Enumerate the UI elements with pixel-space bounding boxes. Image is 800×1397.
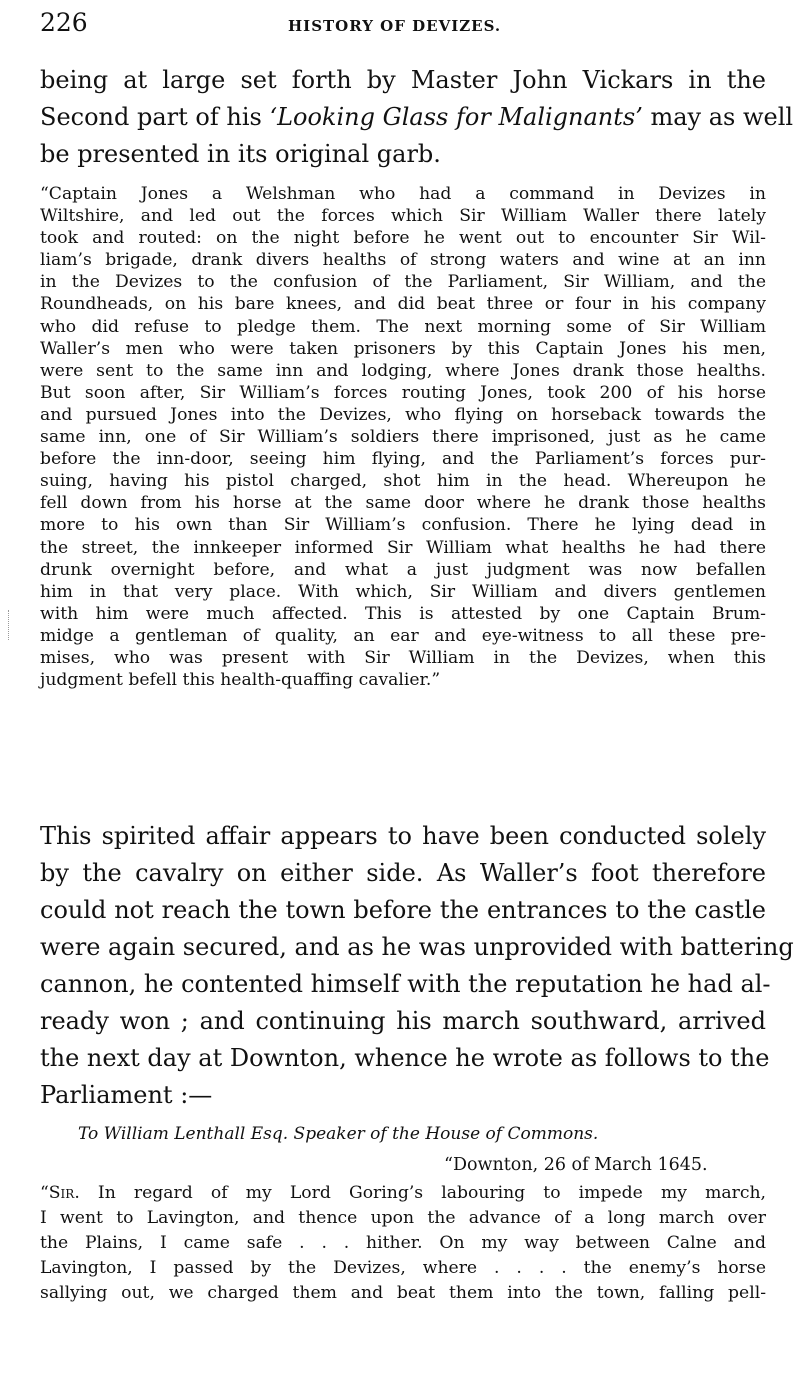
text-line: I went to Lavington, and thence upon the advance of a long march over [40, 1208, 766, 1228]
letter-body [40, 1181, 766, 1306]
quoted-passage [40, 183, 766, 691]
text-line: But soon after, Sir William’s forces routing Jones, took 200 of his horse [40, 382, 766, 403]
text-line: by the cavalry on either side. As Waller’s foot therefore [40, 859, 766, 887]
text-line: mises, who was present with Sir William in the Devizes, when this [40, 647, 766, 668]
text-line: “Captain Jones a Welshman who had a command in Devizes in [40, 184, 766, 204]
text-span: Second part of his [40, 103, 270, 131]
text-line: Wiltshire, and led out the forces which Sir William Waller there lately [40, 206, 766, 227]
text-line: before the inn-door, seeing him flying, and the Parliament’s forces pur- [40, 449, 766, 470]
text-line: This spirited affair appears to have been conducted solely [40, 822, 766, 850]
salutation: “Sir. [40, 1183, 80, 1203]
text-line [40, 1181, 766, 1206]
text-line: with him were much affected. This is attested by one Captain Brum- [40, 603, 766, 624]
text-line: sallying out, we charged them and beat them into the town, falling pell- [40, 1283, 766, 1303]
text-line: in the Devizes to the confusion of the Parliament, Sir William, and the [40, 272, 766, 293]
text-line: Lavington, I passed by the Devizes, where . . . . the enemy’s horse [40, 1258, 766, 1278]
narrative-paragraph [40, 818, 794, 1114]
text-line: be presented in its original garb. [40, 140, 441, 168]
text-line: fell down from his horse at the same door where he drank those healths [40, 493, 766, 514]
text-line: were again secured, and as he was unprovided with battering [40, 933, 794, 961]
text-line: Waller’s men who were taken prisoners by this Captain Jones his men, [40, 338, 766, 359]
text-line: judgment befell this health-quaffing cavalier.” [40, 670, 441, 691]
text-line: suing, having his pistol charged, shot him in the head. Whereupon he [40, 471, 766, 492]
margin-mark [8, 610, 13, 640]
running-title: HISTORY OF DEVIZES. [288, 17, 502, 35]
text-line: could not reach the town before the entrances to the castle [40, 896, 766, 924]
text-line: Parliament :— [40, 1081, 213, 1109]
text-line: midge a gentleman of quality, an ear and eye-witness to all these pre- [40, 625, 766, 646]
text-line: who did refuse to pledge them. The next morning some of Sir William [40, 316, 766, 337]
text-line: more to his own than Sir William’s confusion. There he lying dead in [40, 515, 766, 536]
page-number: 226 [40, 8, 88, 37]
text-line: the Plains, I came safe . . . hither. On my way between Calne and [40, 1233, 766, 1253]
page-header [40, 8, 760, 44]
text-line: being at large set forth by Master John Vickars in the [40, 66, 766, 94]
text-line: and pursued Jones into the Devizes, who flying on horseback towards the [40, 404, 766, 425]
text-line: ready won ; and continuing his march southward, arrived [40, 1007, 766, 1035]
letter-heading: To William Lenthall Esq. Speaker of the House of Commons. [78, 1124, 599, 1144]
text-line: took and routed: on the night before he went out to encounter Sir Wil- [40, 228, 766, 249]
letter-dateline: “Downton, 26 of March 1645. [444, 1155, 708, 1175]
text-span: may as well [642, 103, 794, 131]
text-line [40, 99, 794, 136]
text-line: same inn, one of Sir William’s soldiers there imprisoned, just as he came [40, 427, 766, 448]
text-line: drunk overnight before, and what a just judgment was now befallen [40, 559, 766, 580]
text-span: In regard of my Lord Goring’s labouring to impede my march, [79, 1183, 766, 1203]
text-line: cannon, he contented himself with the reputation he had al- [40, 970, 771, 998]
text-line: Roundheads, on his bare knees, and did beat three or four in his company [40, 294, 766, 315]
text-line: him in that very place. With which, Sir William and divers gentlemen [40, 581, 766, 602]
text-line: the street, the innkeeper informed Sir William what healths he had there [40, 537, 766, 558]
book-title: ‘Looking Glass for Malignants’ [269, 103, 643, 131]
text-line: the next day at Downton, whence he wrote as follows to the [40, 1044, 770, 1072]
text-line: liam’s brigade, drank divers healths of strong waters and wine at an inn [40, 250, 766, 271]
text-line: were sent to the same inn and lodging, where Jones drank those healths. [40, 360, 766, 381]
intro-paragraph [40, 62, 794, 173]
